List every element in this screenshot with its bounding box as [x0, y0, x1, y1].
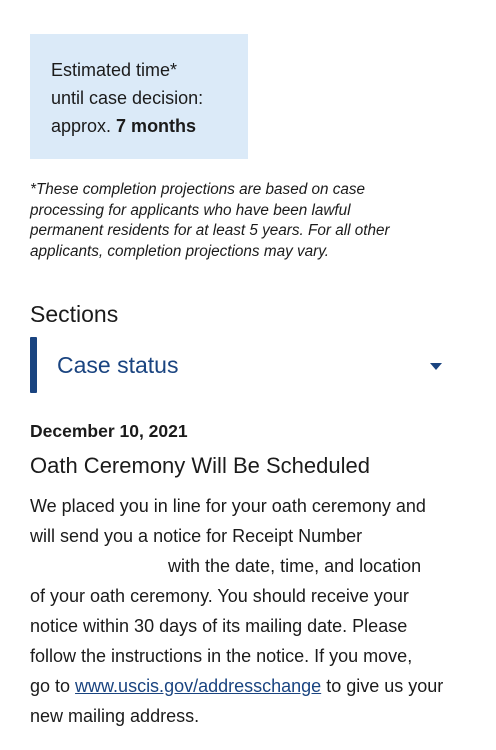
status-body-line: notice within 30 days of its mailing date. Please: [30, 616, 408, 636]
status-body-line: will send you a notice for Receipt Number: [30, 526, 363, 546]
status-title: Oath Ceremony Will Be Scheduled: [30, 453, 370, 478]
sections-heading: Sections: [30, 301, 119, 327]
estimate-box: [30, 34, 248, 159]
status-body-line: follow the instructions in the notice. If you move,: [30, 646, 413, 666]
status-date: December 10, 2021: [30, 421, 188, 441]
status-body-line: new mailing address.: [30, 706, 200, 726]
projection-disclaimer: [30, 180, 470, 262]
status-body-line: of your oath ceremony. You should receive your: [30, 586, 409, 606]
estimate-line-2: until case decision:: [51, 88, 204, 108]
disclaimer-line: *These completion projections are based on case: [30, 181, 366, 198]
link-suffix: to give us your: [321, 676, 444, 696]
estimate-line-3: [51, 112, 248, 140]
disclaimer-line: applicants, completion projections may vary.: [30, 242, 329, 260]
estimate-value: 7 months: [116, 116, 197, 136]
estimate-line-1: Estimated time*: [51, 60, 178, 80]
case-status-accordion[interactable]: [30, 337, 460, 393]
accordion-accent-bar: [30, 337, 37, 393]
status-body-line: with the date, time, and location: [168, 556, 422, 576]
address-change-link[interactable]: www.uscis.gov/addresschange: [75, 676, 322, 696]
disclaimer-line: processing for applicants who have been lawful: [30, 201, 351, 219]
disclaimer-line: permanent residents for at least 5 years. For all other: [30, 222, 390, 239]
estimate-prefix: approx.: [51, 116, 117, 136]
status-description: [30, 491, 475, 731]
status-body-line: We placed you in line for your oath ceremony and: [30, 496, 426, 516]
accordion-label: Case status: [57, 352, 179, 378]
status-body-line: [30, 671, 475, 701]
chevron-down-icon[interactable]: [430, 363, 442, 370]
link-prefix: go to: [30, 676, 76, 696]
